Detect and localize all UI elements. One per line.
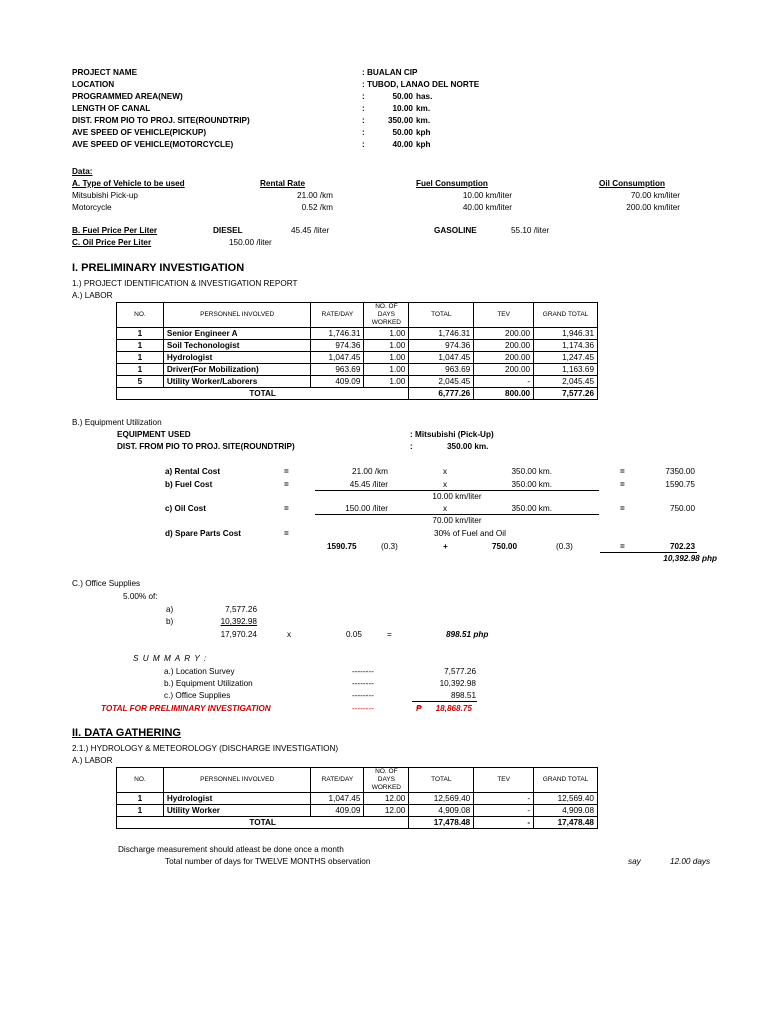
summary-label: a.) Location Survey xyxy=(164,667,235,676)
cell-rate: 1,746.31 xyxy=(311,328,364,340)
oil-cost-label: c) Oil Cost xyxy=(165,504,206,513)
header-value: : BUALAN CIP xyxy=(362,68,418,77)
labor-label: A.) LABOR xyxy=(72,291,113,300)
total-tev: - xyxy=(474,817,534,829)
cell-no: 1 xyxy=(117,364,164,376)
fuel-denominator: 10.00 km/liter xyxy=(432,492,482,501)
plus-sign: + xyxy=(443,542,448,551)
equip-used-value: : Mitsubishi (Pick-Up) xyxy=(410,430,494,439)
total-label: TOTAL xyxy=(117,388,409,400)
office-b: 10,392.98 xyxy=(220,617,257,626)
total-tev: 800.00 xyxy=(474,388,534,400)
office-a: 7,577.26 xyxy=(225,605,257,614)
table-row xyxy=(117,793,598,805)
table-header-row xyxy=(117,768,598,793)
cell-tev: 200.00 xyxy=(474,328,534,340)
equals-sign: = xyxy=(620,467,625,476)
cell-no: 5 xyxy=(117,376,164,388)
summary-value: 898.51 xyxy=(450,691,476,700)
column-header: TOTAL xyxy=(409,768,474,793)
cell-total: 2,045.45 xyxy=(409,376,474,388)
cell-days: 12.00 xyxy=(364,793,409,805)
office-sum: 17,970.24 xyxy=(220,630,257,639)
gasoline-label: GASOLINE xyxy=(434,226,477,235)
oil-price-value: 150.00 /liter xyxy=(229,238,272,247)
cell-grand: 1,247.45 xyxy=(534,352,598,364)
sum-line xyxy=(412,701,477,702)
days-value: 12.00 days xyxy=(670,857,711,866)
cell-personnel: Hydrologist xyxy=(163,793,311,805)
cell-no: 1 xyxy=(117,805,164,817)
spare-result: 702.23 xyxy=(669,542,695,551)
multiply-sign: x xyxy=(443,504,448,513)
multiply-sign: x xyxy=(287,630,292,639)
equals-sign: = xyxy=(620,504,625,513)
grand-dash: -------- xyxy=(352,704,374,713)
labor-table xyxy=(116,767,598,829)
summary-dash: -------- xyxy=(352,667,374,676)
cell-tev: - xyxy=(474,793,534,805)
total-grand: 7,577.26 xyxy=(534,388,598,400)
equals-sign: = xyxy=(284,504,289,513)
equals-sign: = xyxy=(620,542,625,551)
header-value: 350.00 xyxy=(387,116,413,125)
header-value: 50.00 xyxy=(392,92,413,101)
spare-factor: (0.3) xyxy=(556,542,573,551)
table-header-row xyxy=(117,303,598,328)
table-row xyxy=(117,376,598,388)
rental-cost-label: a) Rental Cost xyxy=(165,467,221,476)
cell-personnel: Utility Worker xyxy=(163,805,311,817)
header-value: 40.00 xyxy=(392,140,413,149)
header-label: PROGRAMMED AREA(NEW) xyxy=(72,92,183,101)
multiply-sign: x xyxy=(443,480,448,489)
header-value: 50.00 xyxy=(392,128,413,137)
cell-grand: 1,174.36 xyxy=(534,340,598,352)
cell-personnel: Soil Techonologist xyxy=(163,340,311,352)
summary-label: c.) Office Supplies xyxy=(164,691,231,700)
cell-tev: 200.00 xyxy=(474,352,534,364)
header-label: DIST. FROM PIO TO PROJ. SITE(ROUNDTRIP) xyxy=(72,116,250,125)
vehicle-name: Mitsubishi Pick-up xyxy=(72,191,138,200)
column-header: NO. OF DAYS WORKED xyxy=(364,768,409,793)
oil-col-header: Oil Consumption xyxy=(599,179,665,188)
table-total-row xyxy=(117,388,598,400)
equals-sign: = xyxy=(620,480,625,489)
table-row xyxy=(117,328,598,340)
spare-text: 30% of Fuel and Oil xyxy=(434,529,506,538)
total-total: 6,777.26 xyxy=(409,388,474,400)
cell-grand: 12,569.40 xyxy=(534,793,598,805)
column-header: TOTAL xyxy=(409,303,474,328)
section-title: I. PRELIMINARY INVESTIGATION xyxy=(72,262,245,274)
note-text: Total number of days for TWELVE MONTHS observation xyxy=(165,857,371,866)
cell-total: 12,569.40 xyxy=(409,793,474,805)
cell-tev: 200.00 xyxy=(474,340,534,352)
header-unit: km. xyxy=(416,104,431,113)
fuel-result: 1590.75 xyxy=(665,480,695,489)
total-total: 17,478.48 xyxy=(409,817,474,829)
total-grand: 17,478.48 xyxy=(534,817,598,829)
column-header: NO. OF DAYS WORKED xyxy=(364,303,409,328)
cell-tev: - xyxy=(474,376,534,388)
cell-personnel: Senior Engineer A xyxy=(163,328,311,340)
column-header: RATE/DAY xyxy=(311,303,364,328)
grand-total-value: 18,868.75 xyxy=(435,704,472,713)
cell-tev: 200.00 xyxy=(474,364,534,376)
vehicle-rental: 0.52 /km xyxy=(301,203,333,212)
equals-sign: = xyxy=(284,480,289,489)
gasoline-value: 55.10 /liter xyxy=(511,226,550,235)
cell-rate: 409.09 xyxy=(311,376,364,388)
spare-fuel: 1590.75 xyxy=(327,542,357,551)
grand-total-label: TOTAL FOR PRELIMINARY INVESTIGATION xyxy=(101,704,271,713)
table-total-row xyxy=(117,817,598,829)
cell-rate: 1,047.45 xyxy=(311,352,364,364)
oil-denominator: 70.00 km/liter xyxy=(432,516,482,525)
table-row xyxy=(117,805,598,817)
column-header: RATE/DAY xyxy=(311,768,364,793)
header-value: : TUBOD, LANAO DEL NORTE xyxy=(362,80,480,89)
fuel-price-label: B. Fuel Price Per Liter xyxy=(72,226,158,235)
section-title: II. DATA GATHERING xyxy=(72,727,181,739)
header-sep: : xyxy=(362,104,365,113)
section-subtitle: 2.1.) HYDROLOGY & METEOROLOGY (DISCHARGE INVESTIGATION) xyxy=(72,744,339,753)
header-label: AVE SPEED OF VEHICLE(PICKUP) xyxy=(72,128,207,137)
cell-grand: 2,045.45 xyxy=(534,376,598,388)
header-label: AVE SPEED OF VEHICLE(MOTORCYCLE) xyxy=(72,140,234,149)
cell-grand: 1,946.31 xyxy=(534,328,598,340)
equip-label: B.) Equipment Utilization xyxy=(72,418,162,427)
cell-personnel: Driver(For Mobilization) xyxy=(163,364,311,376)
data-title: Data: xyxy=(72,167,93,176)
header-sep: : xyxy=(362,140,365,149)
header-sep: : xyxy=(362,116,365,125)
cell-personnel: Utility Worker/Laborers xyxy=(163,376,311,388)
cell-rate: 1,047.45 xyxy=(311,793,364,805)
oil-price-label: C. Oil Price Per Liter xyxy=(72,238,152,247)
cell-days: 1.00 xyxy=(364,376,409,388)
equip-dist-sep: : xyxy=(410,442,413,451)
fuel-rate: 45.45 /liter xyxy=(349,480,388,489)
oil-rate: 150.00 /liter xyxy=(345,504,388,513)
cell-tev: - xyxy=(474,805,534,817)
summary-title: S U M M A R Y : xyxy=(133,654,208,663)
column-header: PERSONNEL INVOLVED xyxy=(163,303,311,328)
vehicle-fuel: 10.00 km/liter xyxy=(462,191,512,200)
cell-grand: 1,163.69 xyxy=(534,364,598,376)
section-subtitle: 1.) PROJECT IDENTIFICATION & INVESTIGATION REPORT xyxy=(72,279,298,288)
oil-result: 750.00 xyxy=(669,504,695,513)
column-header: NO. xyxy=(117,303,164,328)
column-header: TEV xyxy=(474,303,534,328)
office-result: 898.51 php xyxy=(446,630,489,639)
header-sep: : xyxy=(362,92,365,101)
rental-result: 7350.00 xyxy=(665,467,695,476)
diesel-label: DIESEL xyxy=(213,226,243,235)
header-unit: kph xyxy=(416,140,431,149)
summary-value: 7,577.26 xyxy=(444,667,476,676)
office-b-label: b) xyxy=(166,617,174,626)
vehicle-fuel: 40.00 km/liter xyxy=(462,203,512,212)
column-header: GRAND TOTAL xyxy=(534,303,598,328)
header-unit: km. xyxy=(416,116,431,125)
spare-factor: (0.3) xyxy=(381,542,398,551)
labor-label: A.) LABOR xyxy=(72,756,113,765)
header-label: LENGTH OF CANAL xyxy=(72,104,151,113)
vehicle-oil: 200.00 km/liter xyxy=(626,203,680,212)
office-pct: 5.00% of: xyxy=(123,592,158,601)
cell-rate: 963.69 xyxy=(311,364,364,376)
cell-no: 1 xyxy=(117,328,164,340)
cell-days: 1.00 xyxy=(364,352,409,364)
header-unit: has. xyxy=(416,92,433,101)
fuel-cost-label: b) Fuel Cost xyxy=(165,480,213,489)
cell-total: 1,047.45 xyxy=(409,352,474,364)
cell-rate: 409.09 xyxy=(311,805,364,817)
cell-total: 1,746.31 xyxy=(409,328,474,340)
equals-sign: = xyxy=(284,529,289,538)
column-header: GRAND TOTAL xyxy=(534,768,598,793)
cell-total: 4,909.08 xyxy=(409,805,474,817)
rental-rate: 21.00 /km xyxy=(352,467,388,476)
cell-no: 1 xyxy=(117,340,164,352)
table-row xyxy=(117,364,598,376)
vehicle-rental: 21.00 /km xyxy=(297,191,333,200)
cell-total: 974.36 xyxy=(409,340,474,352)
column-header: NO. xyxy=(117,768,164,793)
equals-sign: = xyxy=(284,467,289,476)
summary-dash: -------- xyxy=(352,679,374,688)
diesel-value: 45.45 /liter xyxy=(291,226,330,235)
cell-rate: 974.36 xyxy=(311,340,364,352)
table-row xyxy=(117,352,598,364)
spare-oil: 750.00 xyxy=(492,542,518,551)
cell-days: 12.00 xyxy=(364,805,409,817)
header-label: PROJECT NAME xyxy=(72,68,138,77)
office-label: C.) Office Supplies xyxy=(72,579,141,588)
multiply-sign: x xyxy=(443,467,448,476)
equip-dist-value: 350.00 km. xyxy=(447,442,489,451)
cell-no: 1 xyxy=(117,352,164,364)
cell-days: 1.00 xyxy=(364,364,409,376)
spare-parts-label: d) Spare Parts Cost xyxy=(165,529,241,538)
office-a-label: a) xyxy=(166,605,174,614)
cell-grand: 4,909.08 xyxy=(534,805,598,817)
cell-days: 1.00 xyxy=(364,328,409,340)
rental-distance: 350.00 km. xyxy=(511,467,552,476)
say-label: say xyxy=(628,857,641,866)
summary-value: 10,392.98 xyxy=(439,679,476,688)
header-label: LOCATION xyxy=(72,80,115,89)
cell-personnel: Hydrologist xyxy=(163,352,311,364)
office-rate: 0.05 xyxy=(346,630,362,639)
fuel-distance: 350.00 km. xyxy=(511,480,552,489)
oil-distance: 350.00 km. xyxy=(511,504,552,513)
equip-dist-label: DIST. FROM PIO TO PROJ. SITE(ROUNDTRIP) xyxy=(117,442,295,451)
summary-label: b.) Equipment Utilization xyxy=(164,679,253,688)
note-text: Discharge measurement should atleast be done once a month xyxy=(118,845,344,854)
summary-dash: -------- xyxy=(352,691,374,700)
equip-used-label: EQUIPMENT USED xyxy=(117,430,191,439)
vehicle-name: Motorcycle xyxy=(72,203,112,212)
header-value: 10.00 xyxy=(392,104,413,113)
cell-days: 1.00 xyxy=(364,340,409,352)
equipment-total: 10,392.98 php xyxy=(663,554,717,563)
currency-symbol: ₱ xyxy=(416,704,422,713)
table-row xyxy=(117,340,598,352)
total-label: TOTAL xyxy=(117,817,409,829)
labor-table xyxy=(116,302,598,400)
header-sep: : xyxy=(362,128,365,137)
fuel-col-header: Fuel Consumption xyxy=(416,179,488,188)
column-header: TEV xyxy=(474,768,534,793)
cell-no: 1 xyxy=(117,793,164,805)
vehicle-oil: 70.00 km/liter xyxy=(630,191,680,200)
header-unit: kph xyxy=(416,128,431,137)
equals-sign: = xyxy=(387,630,392,639)
rental-col-header: Rental Rate xyxy=(260,179,306,188)
column-header: PERSONNEL INVOLVED xyxy=(163,768,311,793)
cell-total: 963.69 xyxy=(409,364,474,376)
vehicle-col-header: A. Type of Vehicle to be used xyxy=(72,179,185,188)
